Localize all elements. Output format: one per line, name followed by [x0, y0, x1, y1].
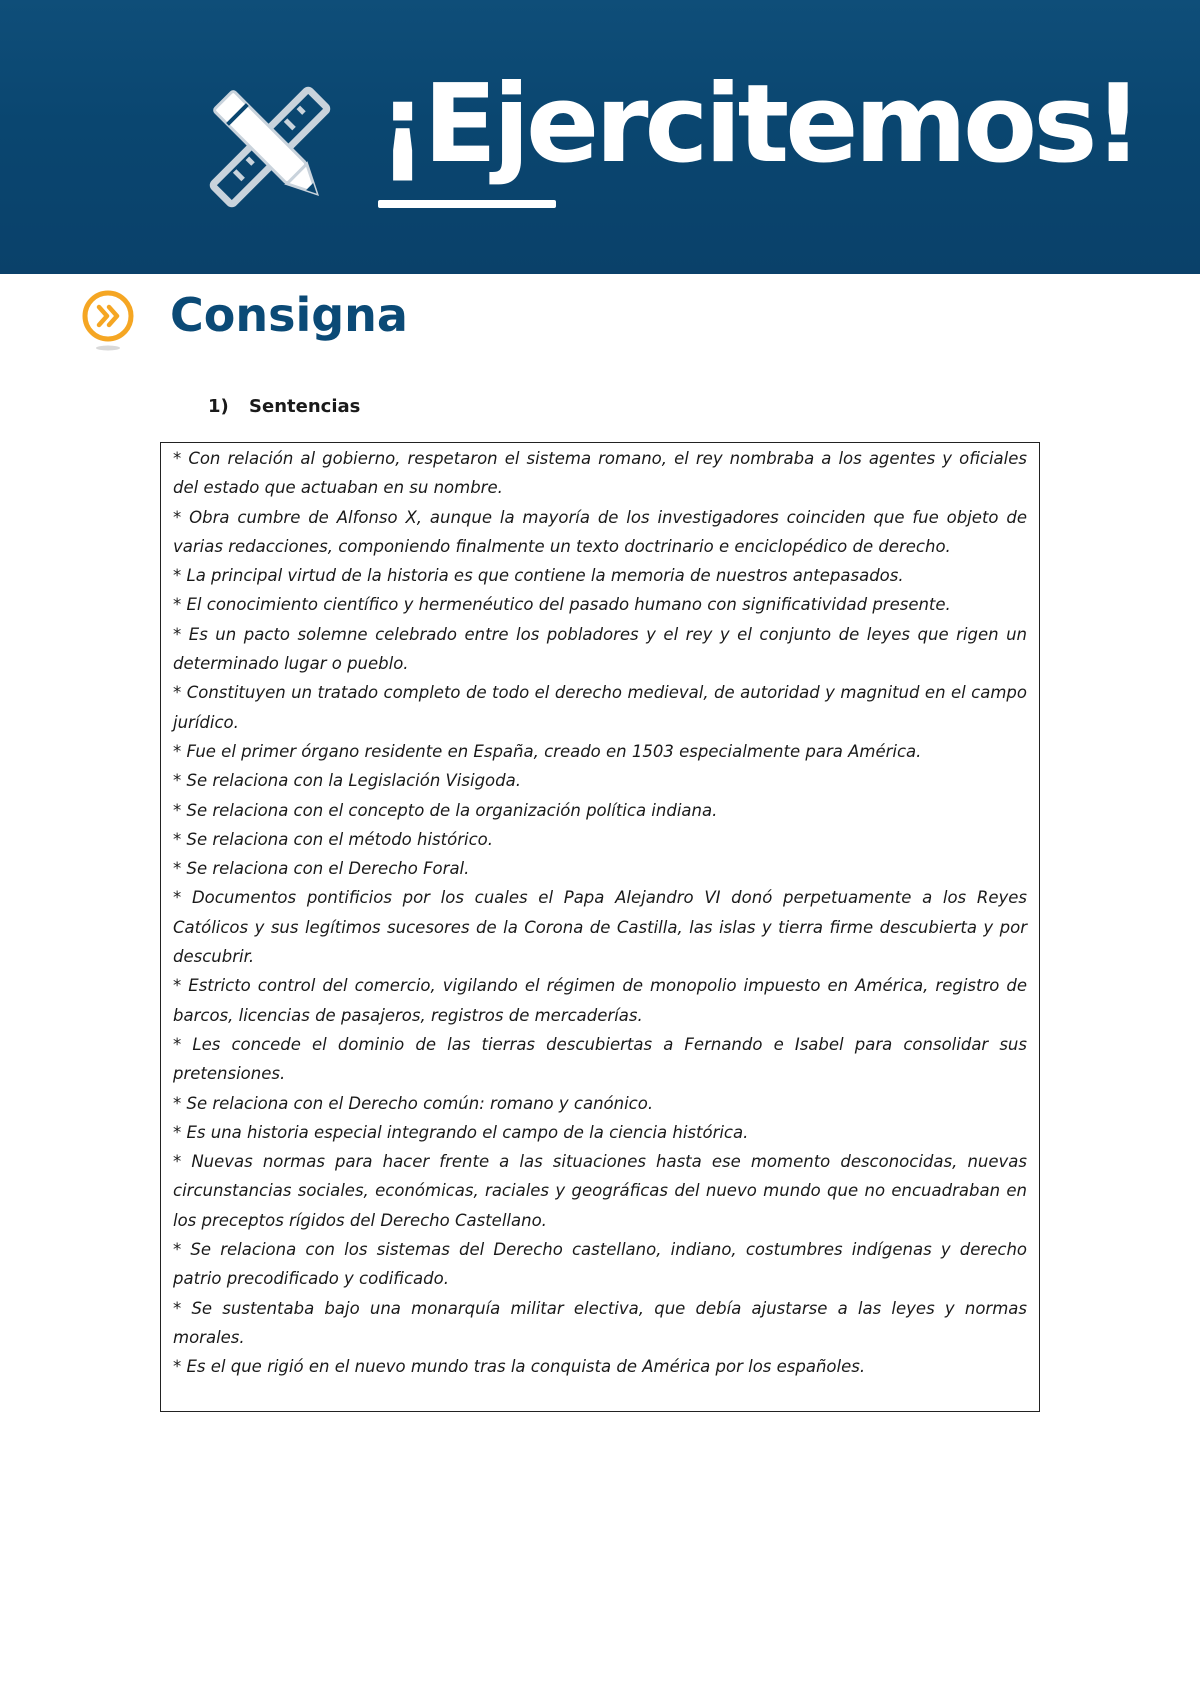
- banner-title: ¡Ejercitemos!: [378, 62, 1139, 187]
- sentence: * Se relaciona con el concepto de la organización política indiana.: [173, 800, 718, 820]
- sentences-box: [160, 442, 1040, 1412]
- sentence: * Constituyen un tratado completo de todo el derecho medieval, de autoridad y magnitud en el campo jurídico.: [173, 683, 1027, 732]
- sentence: * Se sustentaba bajo una monarquía militar electiva, que debía ajustarse a las leyes y normas morales.: [173, 1298, 1027, 1347]
- sentence: * Obra cumbre de Alfonso X, aunque la mayoría de los investigadores coinciden que fue objeto de varias redacciones, componiendo finalmente un texto doctrinario e enciclopédico de derecho.: [173, 507, 1027, 556]
- sentence: * La principal virtud de la historia es que contiene la memoria de nuestros antepasados.: [173, 566, 904, 586]
- sentence: * Estricto control del comercio, vigilando el régimen de monopolio impuesto en América, registro de barcos, licencias de pasajeros, registros de mercaderías.: [173, 976, 1027, 1025]
- sentence: * El conocimiento científico y hermenéutico del pasado humano con significatividad presente.: [173, 595, 951, 615]
- sentence: * Fue el primer órgano residente en España, creado en 1503 especialmente para América.: [173, 741, 922, 761]
- banner-underline: [378, 200, 556, 208]
- sentence: * Es un pacto solemne celebrado entre los pobladores y el rey y el conjunto de leyes que rigen un determinado lugar o pueblo.: [173, 624, 1027, 674]
- sentence: * Se relaciona con el método histórico.: [173, 829, 493, 849]
- list-heading-text: Sentencias: [249, 396, 361, 417]
- section-title: Consigna: [170, 288, 408, 342]
- sentence: * Se relaciona con la Legislación Visigoda.: [173, 771, 521, 791]
- list-number: 1): [208, 396, 229, 417]
- double-chevron-circle-icon: [80, 288, 136, 352]
- sentence: * Se relaciona con el Derecho común: romano y canónico.: [173, 1093, 654, 1113]
- list-heading: [208, 396, 360, 417]
- sentence: * Les concede el dominio de las tierras descubiertas a Fernando e Isabel para consolidar sus pretensiones.: [173, 1034, 1027, 1084]
- header-banner: [0, 0, 1200, 274]
- sentence: * Es el que rigió en el nuevo mundo tras la conquista de América por los españoles.: [173, 1357, 866, 1377]
- sentence: * Es una historia especial integrando el campo de la ciencia histórica.: [173, 1122, 749, 1142]
- sentence: * Documentos pontificios por los cuales el Papa Alejandro VI donó perpetuamente a los Reyes Católicos y sus legítimos sucesores de la Corona de Castilla, las islas y tierra firme descubierta y por descubrir.: [173, 888, 1027, 967]
- sentence: * Nuevas normas para hacer frente a las situaciones hasta ese momento desconocidas, nuevas circunstancias sociales, económicas, raciales y geográficas del nuevo mundo que no encuadraban en los preceptos rígidos del Derecho Castellano.: [173, 1152, 1027, 1230]
- sentence: * Con relación al gobierno, respetaron el sistema romano, el rey nombraba a los agentes y oficiales del estado que actuaban en su nombre.: [173, 449, 1027, 498]
- sentence: * Se relaciona con el Derecho Foral.: [173, 859, 470, 879]
- pencil-ruler-icon: [200, 85, 340, 215]
- sentence: * Se relaciona con los sistemas del Derecho castellano, indiano, costumbres indígenas y derecho patrio precodificado y codificado.: [173, 1240, 1027, 1289]
